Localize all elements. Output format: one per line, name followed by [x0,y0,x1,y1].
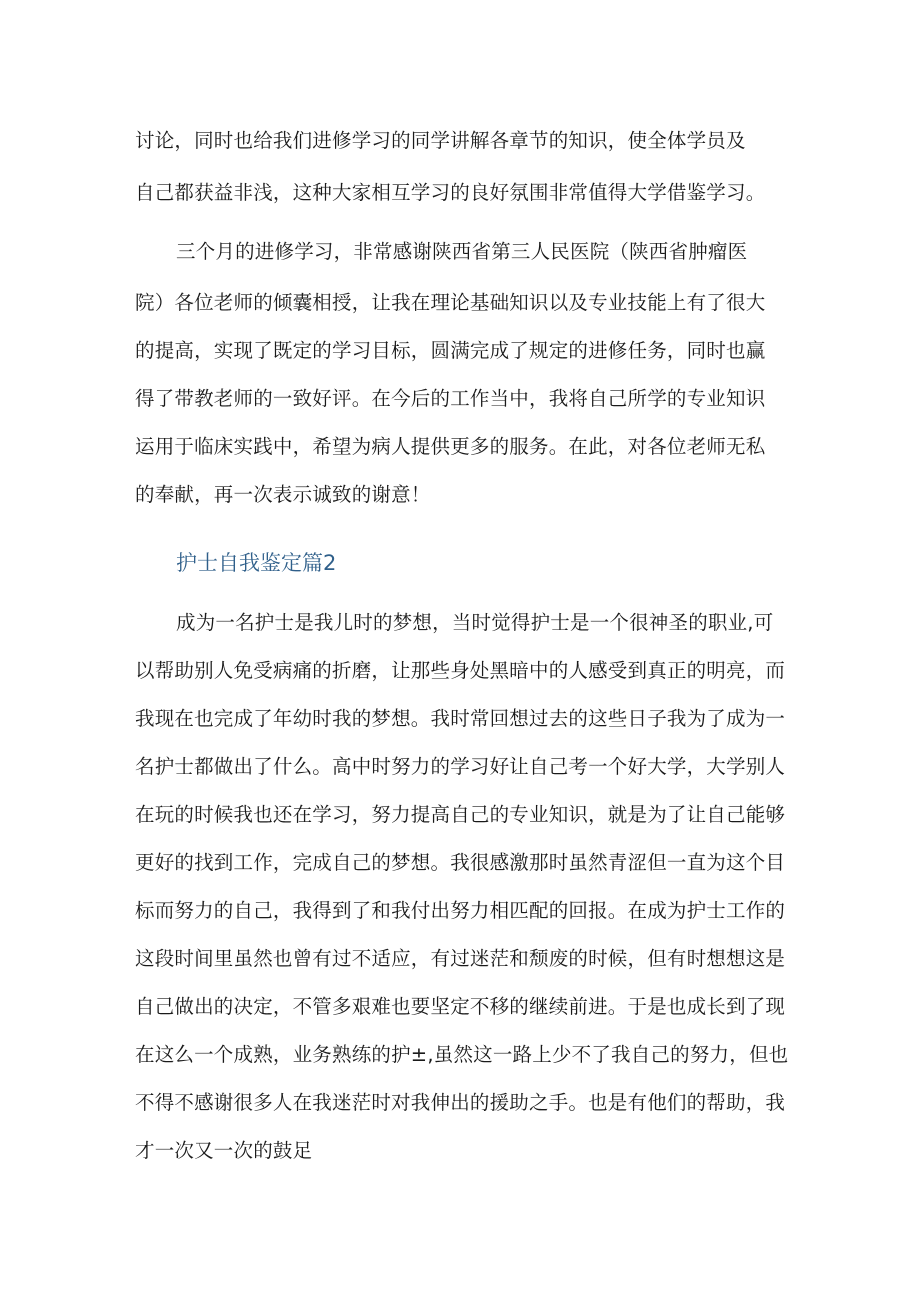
paragraph-1-line-2: 自己都获益非浅，这种大家相互学习的良好氛围非常值得大学借鉴学习。 [135,181,766,204]
paragraph-3-line-8: 这段时间里虽然也曾有过不适应，有过迷茫和颓废的时候，但有时想想这是 [135,947,786,970]
paragraph-2-line-5: 运用于临床实践中，希望为病人提供更多的服务。在此，对各位老师无私 [135,435,766,458]
paragraph-2-line-4: 得了带教老师的一致好评。在今后的工作当中，我将自己所学的专业知识 [135,387,766,410]
paragraph-1-line-1: 讨论，同时也给我们进修学习的同学讲解各章节的知识，使全体学员及 [135,129,746,152]
paragraph-3-line-2: 以帮助别人免受病痛的折磨，让那些身处黑暗中的人感受到真正的明亮，而 [135,659,786,682]
paragraph-3-line-1: 成为一名护士是我儿时的梦想，当时觉得护士是一个很神圣的职业,可 [176,611,774,634]
paragraph-3-line-7: 标而努力的自己，我得到了和我付出努力相匹配的回报。在成为护士工作的 [135,899,786,922]
paragraph-3-line-9: 自己做出的决定，不管多艰难也要坚定不移的继续前进。于是也成长到了现 [135,995,786,1018]
paragraph-3-line-11: 不得不感谢很多人在我迷茫时对我伸出的援助之手。也是有他们的帮助，我 [135,1091,786,1114]
paragraph-2-line-1: 三个月的进修学习，非常感谢陕西省第三人民医院（陕西省肿瘤医 [176,240,748,263]
paragraph-3-line-10: 在这么一个成熟，业务熟练的护±,虽然这一路上少不了我自己的努力，但也 [135,1043,789,1066]
paragraph-3-line-5: 在玩的时候我也还在学习，努力提高自己的专业知识，就是为了让自己能够 [135,803,786,826]
paragraph-3-line-4: 名护士都做出了什么。高中时努力的学习好让自己考一个好大学，大学别人 [135,755,786,778]
section-heading: 护士自我鉴定篇2 [176,551,337,575]
paragraph-3-line-12: 才一次又一次的鼓足 [135,1139,313,1162]
paragraph-2-line-2: 院）各位老师的倾囊相授，让我在理论基础知识以及专业技能上有了很大 [135,291,766,314]
paragraph-2-line-6: 的奉献，再一次表示诚致的谢意！ [135,483,431,506]
paragraph-3-line-3: 我现在也完成了年幼时我的梦想。我时常回想过去的这些日子我为了成为一 [135,707,786,730]
paragraph-2-line-3: 的提高，实现了既定的学习目标，圆满完成了规定的进修任务，同时也赢 [135,339,766,362]
paragraph-3-line-6: 更好的找到工作，完成自己的梦想。我很感激那时虽然青涩但一直为这个目 [135,851,786,874]
